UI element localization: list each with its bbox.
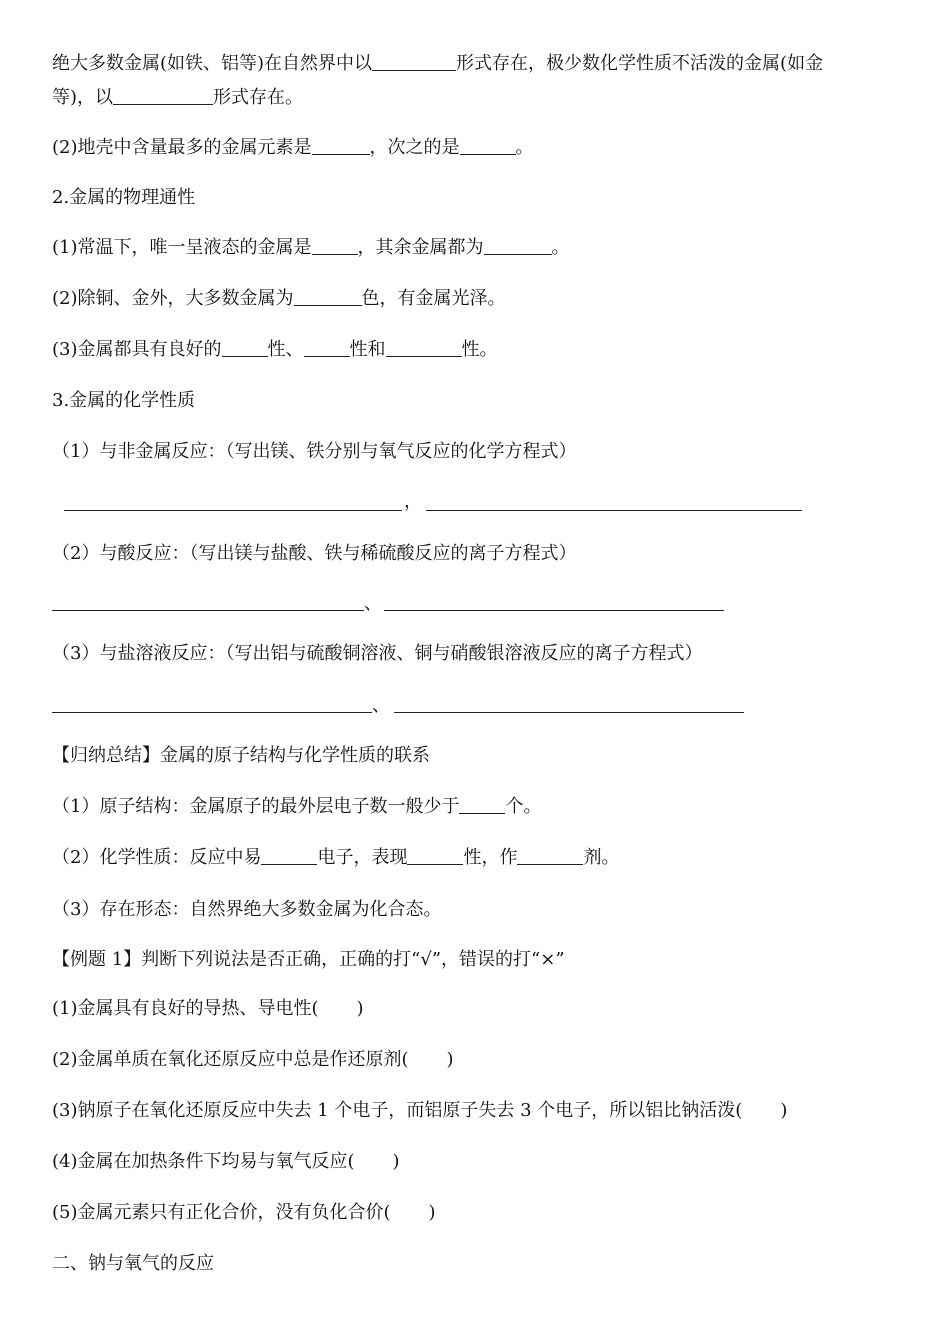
section-heading-physical: 2.金属的物理通性 bbox=[52, 187, 196, 208]
question-metal-color bbox=[52, 287, 506, 311]
text: ，其余金属都为 bbox=[357, 237, 484, 258]
section-heading-sodium-oxygen: 二、钠与氧气的反应 bbox=[52, 1253, 214, 1274]
separator: 、 bbox=[364, 593, 382, 614]
text: 形式存在，极少数化学性质不活泼的金属(如金 bbox=[456, 53, 824, 74]
fill-blank[interactable] bbox=[372, 52, 456, 71]
text: 。 bbox=[551, 237, 570, 258]
fill-blank[interactable] bbox=[312, 136, 370, 155]
answer-line[interactable] bbox=[426, 510, 802, 511]
text: ) bbox=[428, 1202, 436, 1223]
answer-line[interactable] bbox=[394, 712, 744, 713]
text: (5)金属元素只有正化合价，没有负化合价( bbox=[52, 1202, 391, 1223]
question-crust-metals bbox=[52, 136, 534, 160]
text: 性，作 bbox=[463, 847, 518, 868]
text: ，次之的是 bbox=[369, 137, 460, 158]
text: 性。 bbox=[461, 339, 498, 360]
separator: ， bbox=[404, 491, 422, 512]
text: ) bbox=[446, 1049, 454, 1070]
text: (4)金属在加热条件下均易与氧气反应( bbox=[52, 1151, 355, 1172]
fill-blank[interactable] bbox=[304, 338, 350, 357]
example-item bbox=[52, 1099, 787, 1123]
text: ) bbox=[356, 998, 364, 1019]
separator: 、 bbox=[372, 695, 390, 716]
text: (1)金属具有良好的导热、导电性( bbox=[52, 998, 319, 1019]
answer-line[interactable] bbox=[64, 510, 402, 511]
prompt-salt-reaction: （3）与盐溶液反应：（写出铝与硫酸铜溶液、铜与硝酸银溶液反应的离子方程式） bbox=[52, 643, 703, 664]
text: ) bbox=[392, 1151, 400, 1172]
question-liquid-metal bbox=[52, 236, 570, 260]
text-line-existence-form-cont bbox=[52, 86, 303, 110]
text: (1)常温下，唯一呈液态的金属是 bbox=[52, 237, 312, 258]
fill-blank[interactable] bbox=[261, 846, 317, 865]
text: ) bbox=[780, 1100, 788, 1121]
text: 性、 bbox=[267, 339, 304, 360]
text: 等)，以 bbox=[52, 87, 114, 108]
summary-chemical-property bbox=[52, 846, 619, 870]
text: 形式存在。 bbox=[213, 87, 304, 108]
text: 绝大多数金属(如铁、铝等)在自然界中以 bbox=[52, 53, 373, 74]
example-item bbox=[52, 1150, 400, 1174]
section-heading-chemical: 3.金属的化学性质 bbox=[52, 390, 196, 411]
fill-blank[interactable] bbox=[407, 846, 463, 865]
fill-blank[interactable] bbox=[484, 236, 552, 255]
summary-heading: 【归纳总结】金属的原子结构与化学性质的联系 bbox=[52, 745, 430, 766]
answer-line[interactable] bbox=[384, 610, 724, 611]
text: (2)地壳中含量最多的金属元素是 bbox=[52, 137, 312, 158]
fill-blank[interactable] bbox=[517, 846, 583, 865]
fill-blank[interactable] bbox=[222, 338, 268, 357]
text: (2)金属单质在氧化还原反应中总是作还原剂( bbox=[52, 1049, 409, 1070]
text: 个。 bbox=[505, 796, 542, 817]
prompt-acid-reaction: （2）与酸反应：（写出镁与盐酸、铁与稀硫酸反应的离子方程式） bbox=[52, 543, 577, 564]
answer-line[interactable] bbox=[52, 610, 364, 611]
text: 。 bbox=[515, 137, 534, 158]
fill-blank[interactable] bbox=[294, 287, 362, 306]
text-line-existence-form bbox=[52, 52, 823, 76]
text: (2)除铜、金外，大多数金属为 bbox=[52, 288, 294, 309]
example-item bbox=[52, 1201, 436, 1225]
summary-existence-state: （3）存在形态：自然界绝大多数金属为化合态。 bbox=[52, 899, 442, 920]
text: 色，有金属光泽。 bbox=[361, 288, 506, 309]
fill-blank[interactable] bbox=[312, 236, 358, 255]
summary-atomic-structure bbox=[52, 795, 541, 819]
text: 性和 bbox=[349, 339, 386, 360]
prompt-nonmetal-reaction: （1）与非金属反应：（写出镁、铁分别与氧气反应的化学方程式） bbox=[52, 441, 577, 462]
text: (3)金属都具有良好的 bbox=[52, 339, 222, 360]
answer-line[interactable] bbox=[52, 712, 372, 713]
text: (3)钠原子在氧化还原反应中失去 1 个电子，而铝原子失去 3 个电子，所以铝比钠活泼( bbox=[52, 1100, 743, 1121]
text: （2）化学性质：反应中易 bbox=[52, 847, 262, 868]
fill-blank[interactable] bbox=[460, 136, 516, 155]
fill-blank[interactable] bbox=[459, 795, 505, 814]
text: 剂。 bbox=[583, 847, 620, 868]
example-item bbox=[52, 1048, 454, 1072]
question-metal-properties bbox=[52, 338, 498, 362]
example-item bbox=[52, 997, 364, 1021]
fill-blank[interactable] bbox=[113, 86, 213, 105]
text: 电子，表现 bbox=[317, 847, 408, 868]
fill-blank[interactable] bbox=[386, 338, 462, 357]
text: （1）原子结构：金属原子的最外层电子数一般少于 bbox=[52, 796, 460, 817]
example-heading: 【例题 1】判断下列说法是否正确，正确的打“√”，错误的打“×” bbox=[52, 949, 565, 970]
